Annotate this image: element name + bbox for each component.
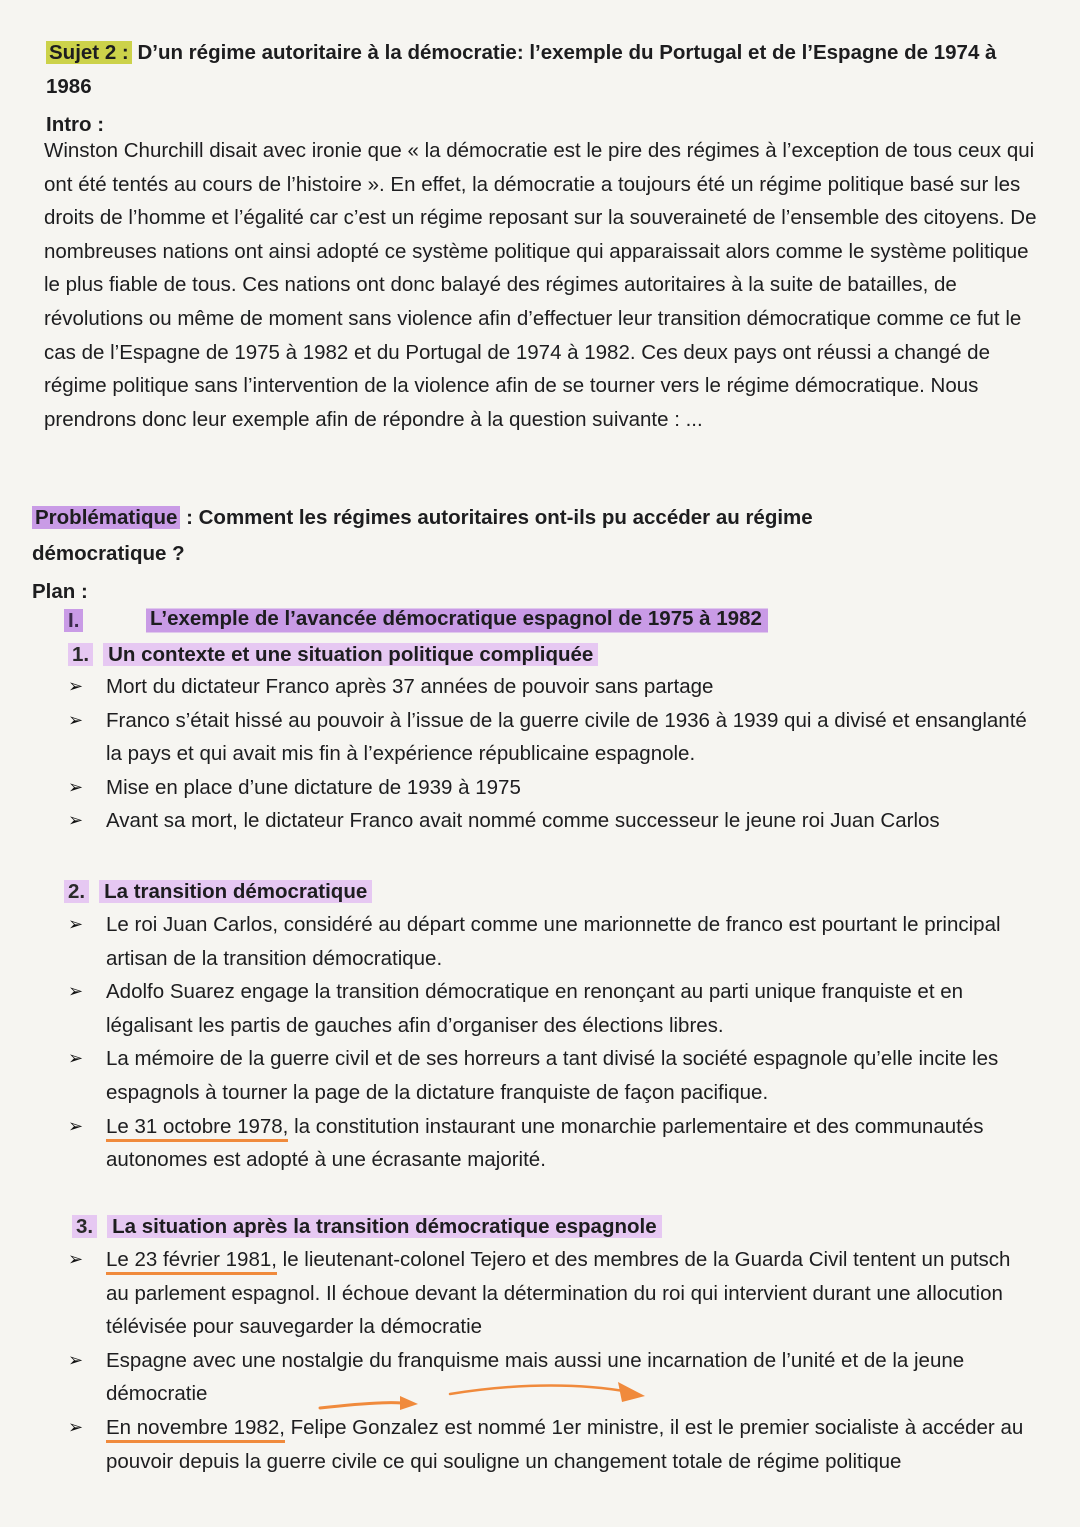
- intro-label: Intro :: [46, 113, 105, 136]
- list-item: ➢ Mise en place d’une dictature de 1939 à 1975: [68, 771, 1028, 805]
- plan-label: Plan :: [32, 580, 88, 603]
- list-item: ➢ La mémoire de la guerre civil et de ses horreurs a tant divisé la société espagnole qu’elle incite les espagnols à tourner la page de la dictature franquiste de façon pacifique.: [68, 1042, 1028, 1109]
- section-title: Un contexte et une situation politique compliquée: [103, 643, 598, 666]
- arrow-bullet-icon: ➢: [68, 1249, 84, 1269]
- subject-label: Sujet 2 :: [46, 41, 132, 64]
- section-3-heading: [72, 1210, 662, 1243]
- list-item: ➢ En novembre 1982, Felipe Gonzalez est nommé 1er ministre, il est le premier socialiste à accéder au pouvoir depuis la guerre civile ce qui souligne un changement totale de régime politique: [68, 1411, 1028, 1478]
- arrow-bullet-icon: ➢: [68, 1416, 84, 1437]
- list-item: ➢ Adolfo Suarez engage la transition démocratique en renonçant au parti unique franquiste et en légalisant les partis de gauches afin d’organiser des élections libres.: [68, 975, 1028, 1042]
- list-item: ➢ Avant sa mort, le dictateur Franco avait nommé comme successeur le jeune roi Juan Carlos: [68, 804, 1028, 838]
- date-underlined: Le 31 octobre 1978,: [106, 1115, 288, 1142]
- arrow-bullet-icon: ➢: [68, 914, 84, 934]
- section-number: 2.: [64, 880, 89, 903]
- arrow-bullet-icon: ➢: [68, 676, 84, 696]
- subject-title: [46, 36, 1046, 104]
- part-title: L’exemple de l’avancée démocratique espagnol de 1975 à 1982: [146, 602, 768, 635]
- date-underlined: Le 23 février 1981,: [106, 1248, 277, 1275]
- subject-text: D’un régime autoritaire à la démocratie: l’exemple du Portugal et de l’Espagne de 1974 à 1986: [46, 41, 997, 98]
- arrow-bullet-icon: ➢: [68, 981, 84, 1002]
- arrow-bullet-icon: ➢: [68, 709, 84, 730]
- list-item: ➢ Le 23 février 1981, le lieutenant-colonel Tejero et des membres de la Guarda Civil tentent un putsch au parlement espagnol. Il échoue devant la détermination du roi qui intervient durant une allocution télévisée pour sauvegarder la démocratie: [68, 1243, 1028, 1344]
- section-3-bullets: [68, 1243, 1028, 1478]
- list-item: ➢ Mort du dictateur Franco après 37 années de pouvoir sans partage: [68, 670, 1028, 704]
- section-title: La transition démocratique: [99, 880, 372, 903]
- section-2-bullets: [68, 908, 1028, 1177]
- arrow-bullet-icon: ➢: [68, 810, 84, 831]
- annotation-arrow-icon: [300, 1370, 680, 1420]
- part-numeral: [64, 604, 83, 637]
- section-2-heading: [64, 875, 372, 908]
- section-title: La situation après la transition démocratique espagnole: [107, 1215, 662, 1238]
- section-1-heading: [68, 638, 598, 671]
- problematique-text: : Comment les régimes autoritaires ont-ils pu accéder au régime démocratique ?: [32, 506, 813, 565]
- list-item: ➢ Le roi Juan Carlos, considéré au départ comme une marionnette de franco est pourtant le principal artisan de la transition démocratique.: [68, 908, 1028, 975]
- arrow-bullet-icon: ➢: [68, 1349, 84, 1370]
- section-number: 1.: [68, 643, 93, 666]
- section-number: 3.: [72, 1215, 97, 1238]
- part-numeral-text: I.: [64, 609, 83, 632]
- list-item: ➢ Espagne avec une nostalgie du franquisme mais aussi une incarnation de l’unité et de la jeune démocratie: [68, 1344, 1028, 1411]
- intro-paragraph: Winston Churchill disait avec ironie que « la démocratie est le pire des régimes à l’exception de tous ceux qui ont été tentés au cours de l’histoire ». En effet, la démocratie a toujours été un régime politique basé sur les droits de l’homme et l’égalité car c’est un régime reposant sur la souveraineté de l’ensemble des citoyens. De nombreuses nations ont ainsi adopté ce système politique qui apparaissait alors comme le système politique le plus fiable de tous. Ces nations ont donc balayé des régimes autoritaires à la suite de batailles, de révolutions ou même de moment sans violence afin d’effectuer leur transition démocratique comme ce fut le cas de l’Espagne de 1975 à 1982 et du Portugal de 1974 à 1982. Ces deux pays ont réussi a changé de régime politique sans l’intervention de la violence afin de se tourner vers le régime démocratique. Nous prendrons donc leur exemple afin de répondre à la question suivante : ...: [44, 139, 1037, 431]
- section-1-bullets: [68, 670, 1028, 838]
- date-underlined: En novembre 1982,: [106, 1416, 285, 1443]
- list-item: ➢ Le 31 octobre 1978, la constitution instaurant une monarchie parlementaire et des communautés autonomes est adopté à une écrasante majorité.: [68, 1110, 1028, 1177]
- problematique-label: Problématique: [32, 506, 180, 529]
- arrow-bullet-icon: ➢: [68, 1115, 84, 1136]
- arrow-bullet-icon: ➢: [68, 1048, 84, 1069]
- list-item: ➢ Franco s’était hissé au pouvoir à l’issue de la guerre civile de 1936 à 1939 qui a divisé et ensanglanté la pays et qui avait mis fin à l’expérience républicaine espagnole.: [68, 704, 1028, 771]
- arrow-bullet-icon: ➢: [68, 776, 84, 797]
- problematique: [32, 500, 932, 572]
